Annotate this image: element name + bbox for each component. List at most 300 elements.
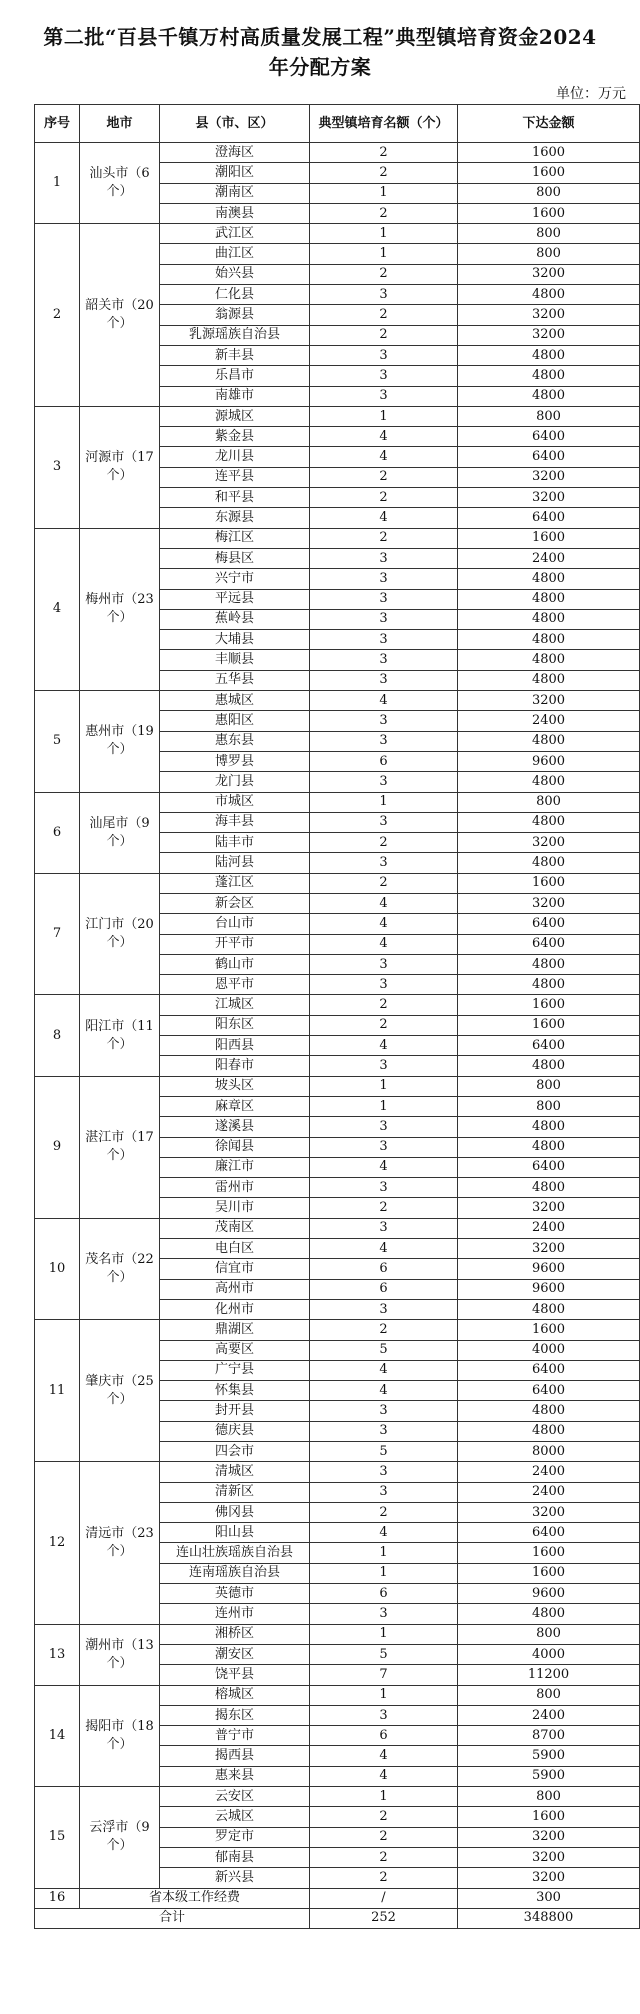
- amount-cell: 4800: [458, 1401, 640, 1421]
- county-cell: 麻章区: [160, 1096, 310, 1116]
- county-cell: 恩平市: [160, 975, 310, 995]
- city-cell: 云浮市（9个）: [80, 1787, 160, 1888]
- amount-cell: 3200: [458, 893, 640, 913]
- county-cell: 吴川市: [160, 1198, 310, 1218]
- amount-cell: 4800: [458, 954, 640, 974]
- unit-label: 单位：万元: [556, 86, 626, 102]
- title-line-1: 第二批“百县千镇万村高质量发展工程”典型镇培育资金2024: [43, 25, 597, 49]
- quota-cell: 3: [310, 1462, 458, 1482]
- quota-cell: 2: [310, 488, 458, 508]
- city-cell: 江门市（20个）: [80, 873, 160, 995]
- quota-cell: 2: [310, 528, 458, 548]
- quota-cell: 7: [310, 1665, 458, 1685]
- table-row: [35, 873, 640, 893]
- county-cell: 广宁县: [160, 1360, 310, 1380]
- amount-cell: 5900: [458, 1766, 640, 1786]
- header-amount: 下达金额: [458, 105, 640, 143]
- amount-cell: 4000: [458, 1644, 640, 1664]
- amount-cell: 1600: [458, 528, 640, 548]
- quota-cell: 2: [310, 325, 458, 345]
- amount-cell: 800: [458, 1076, 640, 1096]
- quota-cell: 3: [310, 1117, 458, 1137]
- amount-cell: 2400: [458, 1482, 640, 1502]
- county-cell: 翁源县: [160, 305, 310, 325]
- seq-cell: 3: [35, 406, 80, 528]
- amount-cell: 1600: [458, 995, 640, 1015]
- quota-cell: 2: [310, 1868, 458, 1888]
- amount-cell: 4800: [458, 975, 640, 995]
- county-cell: 仁化县: [160, 285, 310, 305]
- amount-cell: 3200: [458, 488, 640, 508]
- amount-cell: 1600: [458, 1563, 640, 1583]
- seq-cell: 1: [35, 143, 80, 224]
- county-cell: 平远县: [160, 589, 310, 609]
- seq-cell: 16: [35, 1888, 80, 1908]
- quota-cell: 4: [310, 934, 458, 954]
- county-cell: 揭东区: [160, 1705, 310, 1725]
- amount-cell: 1600: [458, 143, 640, 163]
- county-cell: 德庆县: [160, 1421, 310, 1441]
- county-cell: 潮安区: [160, 1644, 310, 1664]
- county-cell: 鼎湖区: [160, 1320, 310, 1340]
- seq-cell: 14: [35, 1685, 80, 1786]
- quota-cell: 5: [310, 1442, 458, 1462]
- table-row: [35, 691, 640, 711]
- quota-cell: 3: [310, 1299, 458, 1319]
- table-row: [35, 995, 640, 1015]
- header-city: 地市: [80, 105, 160, 143]
- city-cell: 肇庆市（25个）: [80, 1320, 160, 1462]
- quota-cell: 4: [310, 1036, 458, 1056]
- quota-cell: 2: [310, 203, 458, 223]
- quota-cell: 4: [310, 1157, 458, 1177]
- quota-cell: 2: [310, 143, 458, 163]
- amount-cell: 3200: [458, 1239, 640, 1259]
- county-cell: 郁南县: [160, 1847, 310, 1867]
- county-cell: 和平县: [160, 488, 310, 508]
- county-cell: 陆河县: [160, 853, 310, 873]
- document-title: [0, 0, 640, 82]
- county-cell: 茂南区: [160, 1218, 310, 1238]
- county-cell: 乳源瑶族自治县: [160, 325, 310, 345]
- amount-cell: 4800: [458, 1421, 640, 1441]
- amount-cell: 800: [458, 406, 640, 426]
- amount-cell: 4800: [458, 853, 640, 873]
- quota-cell: 3: [310, 366, 458, 386]
- county-cell: 新会区: [160, 893, 310, 913]
- county-cell: 市城区: [160, 792, 310, 812]
- amount-cell: 4800: [458, 812, 640, 832]
- seq-cell: 2: [35, 224, 80, 407]
- amount-cell: 9600: [458, 1584, 640, 1604]
- county-cell: 陆丰市: [160, 833, 310, 853]
- county-cell: 五华县: [160, 670, 310, 690]
- amount-cell: 4800: [458, 1178, 640, 1198]
- county-cell: 清新区: [160, 1482, 310, 1502]
- county-cell: 南雄市: [160, 386, 310, 406]
- quota-cell: 1: [310, 1543, 458, 1563]
- seq-cell: 12: [35, 1462, 80, 1624]
- quota-cell: 2: [310, 1015, 458, 1035]
- county-cell: 潮南区: [160, 183, 310, 203]
- quota-cell: 3: [310, 1056, 458, 1076]
- total-amount: 348800: [458, 1908, 640, 1928]
- county-cell: 榕城区: [160, 1685, 310, 1705]
- quota-cell: 1: [310, 1096, 458, 1116]
- amount-cell: 4800: [458, 285, 640, 305]
- amount-cell: 800: [458, 1096, 640, 1116]
- county-cell: 南澳县: [160, 203, 310, 223]
- county-cell: 惠东县: [160, 731, 310, 751]
- amount-cell: 800: [458, 1624, 640, 1644]
- county-cell: 阳西县: [160, 1036, 310, 1056]
- amount-cell: 6400: [458, 1523, 640, 1543]
- amount-cell: 6400: [458, 508, 640, 528]
- seq-cell: 6: [35, 792, 80, 873]
- amount-cell: 1600: [458, 873, 640, 893]
- quota-cell: 6: [310, 1259, 458, 1279]
- amount-cell: 8000: [458, 1442, 640, 1462]
- county-cell: 阳东区: [160, 1015, 310, 1035]
- amount-cell: 800: [458, 792, 640, 812]
- amount-cell: 4800: [458, 1137, 640, 1157]
- city-cell: 阳江市（11个）: [80, 995, 160, 1076]
- county-cell: 武江区: [160, 224, 310, 244]
- quota-cell: 2: [310, 305, 458, 325]
- amount-cell: 4800: [458, 589, 640, 609]
- amount-cell: 1600: [458, 1320, 640, 1340]
- quota-cell: 4: [310, 1746, 458, 1766]
- county-cell: 潮阳区: [160, 163, 310, 183]
- county-cell: 梅江区: [160, 528, 310, 548]
- amount-cell: 2400: [458, 1462, 640, 1482]
- quota-cell: 2: [310, 1502, 458, 1522]
- table-row: [35, 224, 640, 244]
- county-cell: 遂溪县: [160, 1117, 310, 1137]
- amount-cell: 3200: [458, 1827, 640, 1847]
- county-cell: 饶平县: [160, 1665, 310, 1685]
- county-cell: 海丰县: [160, 812, 310, 832]
- amount-cell: 4800: [458, 1604, 640, 1624]
- county-cell: 大埔县: [160, 630, 310, 650]
- quota-cell: 3: [310, 853, 458, 873]
- quota-cell: 4: [310, 1523, 458, 1543]
- quota-cell: 3: [310, 345, 458, 365]
- allocation-table: [34, 104, 640, 1929]
- quota-cell: /: [310, 1888, 458, 1908]
- amount-cell: 3200: [458, 1502, 640, 1522]
- county-cell: 台山市: [160, 914, 310, 934]
- amount-cell: 3200: [458, 1868, 640, 1888]
- county-cell: 英德市: [160, 1584, 310, 1604]
- quota-cell: 3: [310, 630, 458, 650]
- quota-cell: 4: [310, 1381, 458, 1401]
- city-cell: 茂名市（22个）: [80, 1218, 160, 1319]
- table-row: [35, 1624, 640, 1644]
- city-cell: 韶关市（20个）: [80, 224, 160, 407]
- amount-cell: 4800: [458, 1299, 640, 1319]
- amount-cell: 800: [458, 183, 640, 203]
- amount-cell: 1600: [458, 163, 640, 183]
- county-cell: 连州市: [160, 1604, 310, 1624]
- county-cell: 连南瑶族自治县: [160, 1563, 310, 1583]
- seq-cell: 4: [35, 528, 80, 690]
- quota-cell: 3: [310, 548, 458, 568]
- amount-cell: 800: [458, 244, 640, 264]
- city-cell: 湛江市（17个）: [80, 1076, 160, 1218]
- quota-cell: 4: [310, 691, 458, 711]
- header-row: [35, 105, 640, 143]
- amount-cell: 2400: [458, 1705, 640, 1725]
- header-quota: 典型镇培育名额（个）: [310, 105, 458, 143]
- amount-cell: 3200: [458, 691, 640, 711]
- quota-cell: 4: [310, 1360, 458, 1380]
- quota-cell: 3: [310, 1421, 458, 1441]
- quota-cell: 2: [310, 873, 458, 893]
- city-cell: 河源市（17个）: [80, 406, 160, 528]
- amount-cell: 9600: [458, 751, 640, 771]
- table-row: [35, 143, 640, 163]
- quota-cell: 3: [310, 285, 458, 305]
- amount-cell: 4800: [458, 345, 640, 365]
- quota-cell: 3: [310, 386, 458, 406]
- quota-cell: 5: [310, 1340, 458, 1360]
- amount-cell: 2400: [458, 1218, 640, 1238]
- quota-cell: 3: [310, 670, 458, 690]
- quota-cell: 3: [310, 711, 458, 731]
- amount-cell: 4800: [458, 569, 640, 589]
- county-cell: 阳春市: [160, 1056, 310, 1076]
- quota-cell: 6: [310, 1726, 458, 1746]
- county-cell: 新兴县: [160, 1868, 310, 1888]
- county-cell: 揭西县: [160, 1746, 310, 1766]
- quota-cell: 3: [310, 772, 458, 792]
- county-cell: 化州市: [160, 1299, 310, 1319]
- county-cell: 阳山县: [160, 1523, 310, 1543]
- quota-cell: 3: [310, 1178, 458, 1198]
- county-cell: 高州市: [160, 1279, 310, 1299]
- amount-cell: 1600: [458, 1015, 640, 1035]
- amount-cell: 1600: [458, 203, 640, 223]
- quota-cell: 2: [310, 1847, 458, 1867]
- county-cell: 曲江区: [160, 244, 310, 264]
- quota-cell: 3: [310, 812, 458, 832]
- amount-cell: 3200: [458, 1198, 640, 1218]
- quota-cell: 4: [310, 447, 458, 467]
- amount-cell: 4800: [458, 670, 640, 690]
- amount-cell: 3200: [458, 1847, 640, 1867]
- county-cell: 惠来县: [160, 1766, 310, 1786]
- amount-cell: 800: [458, 1787, 640, 1807]
- total-row: [35, 1908, 640, 1928]
- county-cell: 博罗县: [160, 751, 310, 771]
- county-cell: 连平县: [160, 467, 310, 487]
- seq-cell: 7: [35, 873, 80, 995]
- quota-cell: 1: [310, 792, 458, 812]
- city-cell: 汕头市（6个）: [80, 143, 160, 224]
- quota-cell: 2: [310, 1827, 458, 1847]
- quota-cell: 6: [310, 1279, 458, 1299]
- total-label: 合计: [35, 1908, 310, 1928]
- amount-cell: 3200: [458, 264, 640, 284]
- amount-cell: 6400: [458, 934, 640, 954]
- county-cell: 怀集县: [160, 1381, 310, 1401]
- table-row: [35, 792, 640, 812]
- county-cell: 云城区: [160, 1807, 310, 1827]
- county-cell: 封开县: [160, 1401, 310, 1421]
- seq-cell: 10: [35, 1218, 80, 1319]
- county-cell: 龙川县: [160, 447, 310, 467]
- quota-cell: 3: [310, 731, 458, 751]
- amount-cell: 1600: [458, 1807, 640, 1827]
- county-cell: 廉江市: [160, 1157, 310, 1177]
- amount-cell: 11200: [458, 1665, 640, 1685]
- amount-cell: 2400: [458, 548, 640, 568]
- amount-cell: 4000: [458, 1340, 640, 1360]
- amount-cell: 6400: [458, 1381, 640, 1401]
- county-cell: 乐昌市: [160, 366, 310, 386]
- county-cell: 开平市: [160, 934, 310, 954]
- quota-cell: 3: [310, 1401, 458, 1421]
- amount-cell: 2400: [458, 711, 640, 731]
- county-cell: 清城区: [160, 1462, 310, 1482]
- amount-cell: 9600: [458, 1259, 640, 1279]
- quota-cell: 2: [310, 1320, 458, 1340]
- county-cell: 连山壮族瑶族自治县: [160, 1543, 310, 1563]
- county-cell: 梅县区: [160, 548, 310, 568]
- county-cell: 东源县: [160, 508, 310, 528]
- seq-cell: 11: [35, 1320, 80, 1462]
- seq-cell: 8: [35, 995, 80, 1076]
- amount-cell: 8700: [458, 1726, 640, 1746]
- quota-cell: 3: [310, 589, 458, 609]
- quota-cell: 4: [310, 427, 458, 447]
- quota-cell: 4: [310, 508, 458, 528]
- county-cell: 信宜市: [160, 1259, 310, 1279]
- county-cell: 佛冈县: [160, 1502, 310, 1522]
- county-cell: 紫金县: [160, 427, 310, 447]
- county-cell: 新丰县: [160, 345, 310, 365]
- county-cell: 鹤山市: [160, 954, 310, 974]
- quota-cell: 1: [310, 244, 458, 264]
- amount-cell: 4800: [458, 1117, 640, 1137]
- county-cell: 蓬江区: [160, 873, 310, 893]
- seq-cell: 5: [35, 691, 80, 792]
- county-cell: 坡头区: [160, 1076, 310, 1096]
- quota-cell: 1: [310, 1787, 458, 1807]
- quota-cell: 2: [310, 1807, 458, 1827]
- quota-cell: 3: [310, 1705, 458, 1725]
- county-cell: 惠阳区: [160, 711, 310, 731]
- quota-cell: 1: [310, 406, 458, 426]
- county-cell: 丰顺县: [160, 650, 310, 670]
- city-cell: 揭阳市（18个）: [80, 1685, 160, 1786]
- quota-cell: 2: [310, 163, 458, 183]
- quota-cell: 3: [310, 609, 458, 629]
- header-seq: 序号: [35, 105, 80, 143]
- quota-cell: 2: [310, 995, 458, 1015]
- quota-cell: 4: [310, 893, 458, 913]
- table-row: [35, 528, 640, 548]
- amount-cell: 3200: [458, 833, 640, 853]
- quota-cell: 2: [310, 833, 458, 853]
- city-cell: 清远市（23个）: [80, 1462, 160, 1624]
- quota-cell: 3: [310, 650, 458, 670]
- quota-cell: 1: [310, 1624, 458, 1644]
- quota-cell: 1: [310, 183, 458, 203]
- county-cell: 罗定市: [160, 1827, 310, 1847]
- table-row: [35, 1685, 640, 1705]
- amount-cell: 4800: [458, 1056, 640, 1076]
- city-cell: 潮州市（13个）: [80, 1624, 160, 1685]
- county-cell: 高要区: [160, 1340, 310, 1360]
- quota-cell: 2: [310, 1198, 458, 1218]
- county-cell: 龙门县: [160, 772, 310, 792]
- amount-cell: 9600: [458, 1279, 640, 1299]
- county-cell: 兴宁市: [160, 569, 310, 589]
- county-cell: 源城区: [160, 406, 310, 426]
- seq-cell: 15: [35, 1787, 80, 1888]
- table-row: [35, 1462, 640, 1482]
- county-cell: 始兴县: [160, 264, 310, 284]
- county-cell: 江城区: [160, 995, 310, 1015]
- quota-cell: 4: [310, 1239, 458, 1259]
- county-cell: 蕉岭县: [160, 609, 310, 629]
- county-cell: 云安区: [160, 1787, 310, 1807]
- amount-cell: 4800: [458, 630, 640, 650]
- amount-cell: 800: [458, 1685, 640, 1705]
- amount-cell: 4800: [458, 609, 640, 629]
- quota-cell: 3: [310, 1137, 458, 1157]
- amount-cell: 6400: [458, 427, 640, 447]
- title-line-2: 年分配方案: [268, 55, 372, 79]
- amount-cell: 1600: [458, 1543, 640, 1563]
- quota-cell: 6: [310, 751, 458, 771]
- quota-cell: 4: [310, 914, 458, 934]
- provincial-label: 省本级工作经费: [80, 1888, 310, 1908]
- quota-cell: 3: [310, 569, 458, 589]
- header-county: 县（市、区）: [160, 105, 310, 143]
- quota-cell: 3: [310, 1218, 458, 1238]
- quota-cell: 3: [310, 1604, 458, 1624]
- city-cell: 梅州市（23个）: [80, 528, 160, 690]
- quota-cell: 3: [310, 975, 458, 995]
- amount-cell: 5900: [458, 1746, 640, 1766]
- amount-cell: 3200: [458, 305, 640, 325]
- quota-cell: 3: [310, 954, 458, 974]
- quota-cell: 6: [310, 1584, 458, 1604]
- quota-cell: 1: [310, 1685, 458, 1705]
- table-row: [35, 1320, 640, 1340]
- quota-cell: 1: [310, 1563, 458, 1583]
- amount-cell: 6400: [458, 447, 640, 467]
- amount-cell: 4800: [458, 772, 640, 792]
- table-row: [35, 1076, 640, 1096]
- amount-cell: 4800: [458, 366, 640, 386]
- city-cell: 汕尾市（9个）: [80, 792, 160, 873]
- quota-cell: 2: [310, 467, 458, 487]
- seq-cell: 9: [35, 1076, 80, 1218]
- county-cell: 湘桥区: [160, 1624, 310, 1644]
- amount-cell: 6400: [458, 1036, 640, 1056]
- amount-cell: 300: [458, 1888, 640, 1908]
- amount-cell: 4800: [458, 386, 640, 406]
- provincial-row: [35, 1888, 640, 1908]
- county-cell: 澄海区: [160, 143, 310, 163]
- county-cell: 徐闻县: [160, 1137, 310, 1157]
- seq-cell: 13: [35, 1624, 80, 1685]
- amount-cell: 6400: [458, 914, 640, 934]
